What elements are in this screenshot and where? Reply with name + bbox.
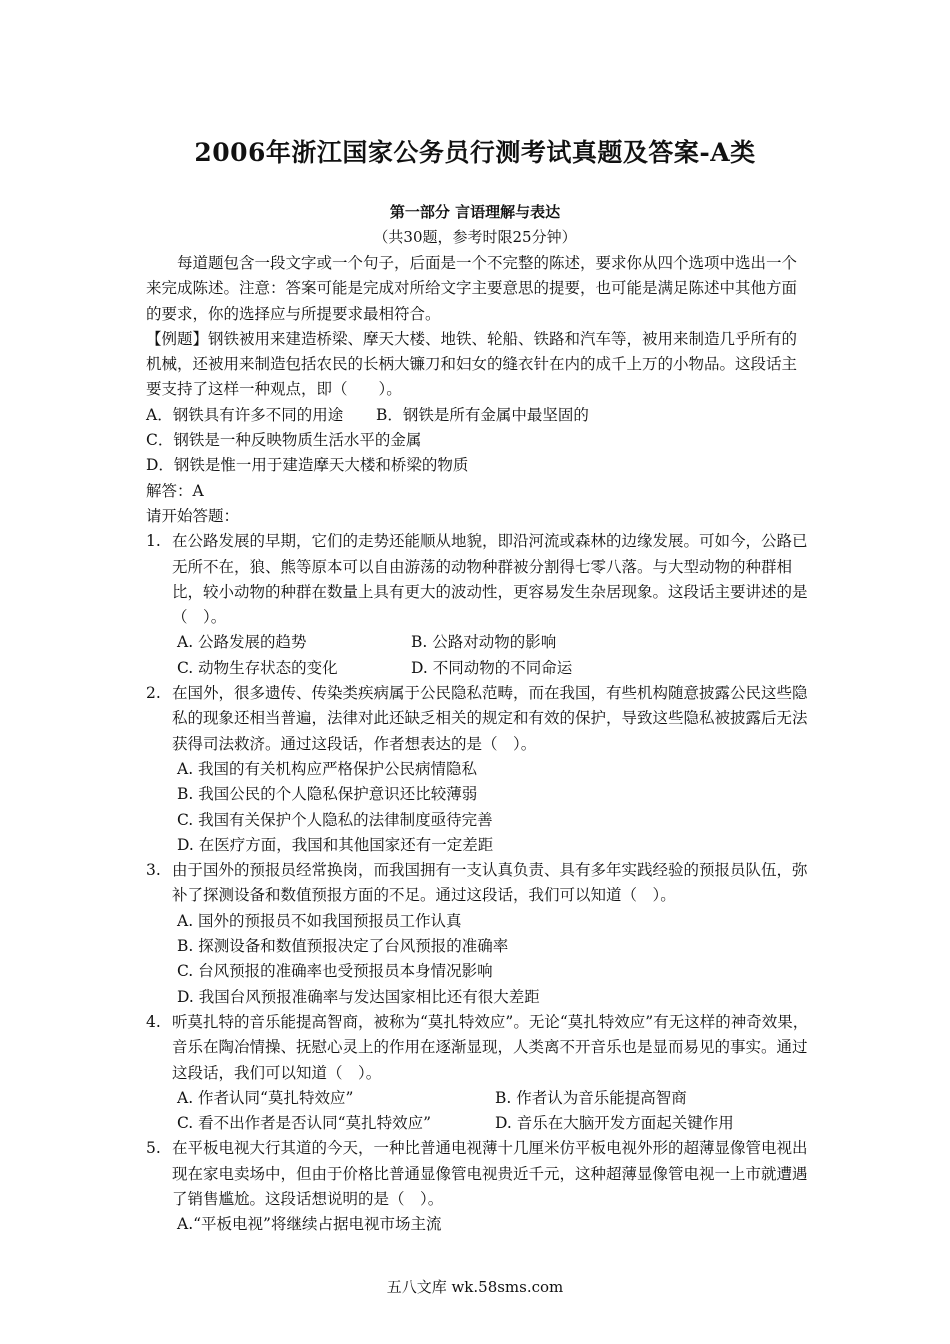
question-1-options-row-1 — [146, 630, 810, 655]
option-c: C. 看不出作者是否认同“莫扎特效应” — [177, 1114, 432, 1133]
example-option-c: C．钢铁是一种反映物质生活水平的金属 — [146, 431, 422, 450]
question-1-options-row-2 — [146, 656, 810, 681]
question-4-options-row-2 — [146, 1111, 810, 1136]
question-number: 2. — [146, 684, 161, 703]
option-a: A. 作者认同“莫扎特效应” — [177, 1088, 354, 1107]
example-option-b: B．钢铁是所有金属中最坚固的 — [376, 405, 589, 424]
option-b: B. 我国公民的个人隐私保护意识还比较薄弱 — [177, 785, 478, 804]
option-d: D. 音乐在大脑开发方面起关键作用 — [495, 1114, 734, 1133]
instructions-paragraph: 每道题包含一段文字或一个句子，后面是一个不完整的陈述，要求你从四个选项中选出一个来完成陈述。注意：答案可能是完成对所给文字主要意思的提要，也可能是满足陈述中其他方面的要求，你的选择应与所提要求最相符合。 — [146, 254, 798, 323]
document-title: 2006年浙江国家公务员行测考试真题及答案-A类 — [194, 138, 756, 167]
option-b: B. 探测设备和数值预报决定了台风预报的准确率 — [177, 937, 509, 956]
question-3 — [146, 858, 810, 909]
example-option-a: A．钢铁具有许多不同的用途 — [146, 405, 344, 424]
option-b: B. 作者认为音乐能提高智商 — [495, 1088, 687, 1107]
option-a: A. 国外的预报员不如我国预报员工作认真 — [177, 911, 462, 930]
question-number: 5. — [146, 1139, 161, 1158]
example-options-row-1 — [146, 403, 810, 428]
example-answer: 解答：A — [146, 481, 204, 500]
question-5 — [146, 1136, 810, 1212]
section-note: （共30题，参考时限25分钟） — [373, 228, 577, 246]
option-d: D. 不同动物的不同命运 — [411, 658, 573, 677]
question-number: 4. — [146, 1012, 161, 1031]
example-paragraph: 【例题】钢铁被用来建造桥梁、摩天大楼、地铁、轮船、铁路和汽车等，被用来制造几乎所有的机械，还被用来制造包括农民的长柄大镰刀和妇女的缝衣针在内的成千上万的小物品。这段话主要支持了这样一种观点，即（ ）。 — [146, 329, 798, 399]
question-number: 3. — [146, 861, 161, 880]
question-text: 由于国外的预报员经常换岗，而我国拥有一支认真负责、具有多年实践经验的预报员队伍，弥补了探测设备和数值预报方面的不足。通过这段话，我们可以知道（ ）。 — [172, 861, 808, 905]
question-2 — [146, 681, 810, 757]
section-title: 第一部分 言语理解与表达 — [389, 203, 561, 221]
option-b: B. 公路对动物的影响 — [411, 633, 557, 652]
document-body — [146, 251, 810, 1238]
example-option-d: D．钢铁是惟一用于建造摩天大楼和桥梁的物质 — [146, 456, 469, 475]
page-footer: 五八文库 wk.58sms.com — [386, 1278, 564, 1296]
option-d: D. 我国台风预报准确率与发达国家相比还有很大差距 — [177, 987, 540, 1006]
option-d: D. 在医疗方面，我国和其他国家还有一定差距 — [177, 835, 494, 854]
question-text: 在平板电视大行其道的今天，一种比普通电视薄十几厘米仿平板电视外形的超薄显像管电视出现在家电卖场中，但由于价格比普通显像管电视贵近千元，这种超薄显像管电视一上市就遭遇了销售尴尬。这段话想说明的是（ ）。 — [172, 1139, 808, 1208]
question-number: 1. — [146, 532, 161, 551]
option-c: C. 我国有关保护个人隐私的法律制度亟待完善 — [177, 810, 493, 829]
question-4 — [146, 1010, 810, 1086]
question-4-options-row-1 — [146, 1086, 810, 1111]
option-a: A. 我国的有关机构应严格保护公民病情隐私 — [177, 759, 478, 778]
start-prompt: 请开始答题： — [146, 506, 240, 525]
question-text: 在国外，很多遗传、传染类疾病属于公民隐私范畴，而在我国，有些机构随意披露公民这些隐私的现象还相当普遍，法律对此还缺乏相关的规定和有效的保护，导致这些隐私被披露后无法获得司法救济。通过这段话，作者想表达的是（ ）。 — [172, 684, 808, 753]
question-1 — [146, 529, 810, 630]
option-c: C. 台风预报的准确率也受预报员本身情况影响 — [177, 962, 493, 981]
question-text: 在公路发展的早期，它们的走势还能顺从地貌，即沿河流或森林的边缘发展。可如今，公路已无所不在，狼、熊等原本可以自由游荡的动物种群被分割得七零八落。与大型动物的种群相比，较小动物的种群在数量上具有更大的波动性，更容易发生杂居现象。这段话主要讲述的是（ ）。 — [172, 532, 808, 627]
option-c: C. 动物生存状态的变化 — [177, 658, 338, 677]
option-a: A.“平板电视”将继续占据电视市场主流 — [177, 1215, 442, 1234]
option-a: A. 公路发展的趋势 — [177, 633, 307, 652]
question-text: 听莫扎特的音乐能提高智商，被称为“莫扎特效应”。无论“莫扎特效应”有无这样的神奇效果，音乐在陶冶情操、抚慰心灵上的作用在逐渐显现，人类离不开音乐也是显而易见的事实。通过这段话，我们可以知道（ ）。 — [172, 1012, 809, 1082]
